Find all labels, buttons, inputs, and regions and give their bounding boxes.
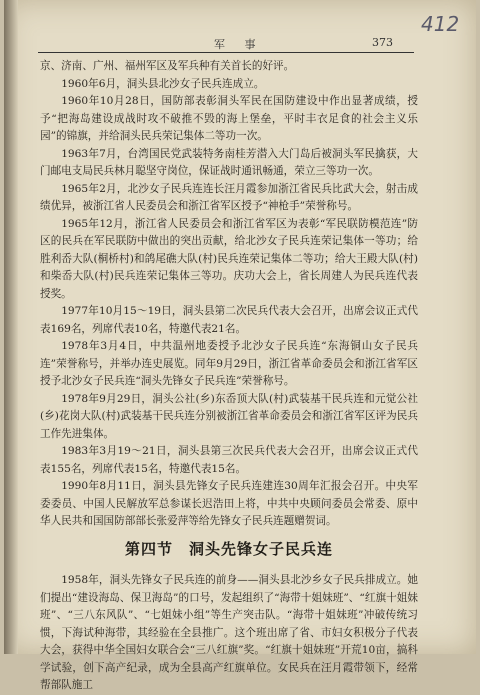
paragraph: 1960年10月28日，国防部表彰洞头军民在国防建设中作出显著成绩，授予“把海岛建设成战时攻不破推不毁的海上堡垒，平时丰衣足食的社会主义乐园”的锦旗，并给洞头民兵荣记集体二等功一次。	[40, 95, 418, 142]
page-number: 373	[372, 36, 393, 49]
paragraph: 1977年10月15～19日，洞头县第二次民兵代表大会召开，出席会议正式代表169名，列席代表10名，特邀代表21名。	[40, 305, 418, 335]
paragraph: 1983年3月19～21日，洞头县第三次民兵代表大会召开，出席会议正式代表155名，列席代表15名，特邀代表15名。	[40, 445, 418, 475]
handwritten-page-number: 412	[421, 12, 460, 36]
header-rule	[38, 52, 414, 53]
paragraph: 1978年9月29日，洞头公社(乡)东岙顶大队(村)武装基干民兵连和元觉公社(乡)花岗大队(村)武装基干民兵连分别被浙江省革命委员会和浙江省军区评为民兵工作先进集体。	[40, 392, 418, 440]
paragraph: 1965年12月，浙江省人民委员会和浙江省军区为表彰“军民联防模范连”防区的民兵在军民联防中做出的突出贡献，给北沙女子民兵连荣记集体一等功；给胜利岙大队(桐桥村)和鸽尾礁大队(村)民兵连荣记集体二等功；给大王殿大队(村)和柴岙大队(村)民兵连荣记集体三等功。庆功大会上，省长周建人为民兵连代表授奖。	[40, 217, 418, 300]
paragraph: 1963年7月，台湾国民党武装特务南桂芳潜入大门岛后被洞头军民擒获，大门邮电支局民兵林月聪坚守岗位，保证战时通讯畅通，荣立三等功一次。	[40, 147, 418, 177]
paragraph: 京、济南、广州、福州军区及军兵种有关首长的好评。	[40, 60, 295, 72]
book-spine-shadow	[4, 0, 18, 654]
running-head: 军 事	[214, 38, 264, 51]
paragraph: 1965年2月，北沙女子民兵连连长汪月霞参加浙江省民兵比武大会，射击成绩优异，被浙江省人民委员会和浙江省军区授予“神枪手”荣誉称号。	[40, 182, 418, 212]
paragraph: 1990年8月11日，洞头县先锋女子民兵连建连30周年汇报会召开。中央军委委员、中国人民解放军总参谋长迟浩田上将，中共中央顾问委员会常委、原中华人民共和国国防部部长张爱萍等给先锋女子民兵连题赠贺词。	[40, 480, 418, 527]
paragraph: 1958年，洞头先锋女子民兵连的前身——洞头县北沙乡女子民兵排成立。她们提出“建设海岛、保卫海岛”的口号，发起组织了“海带十姐妹班”、“红旗十姐妹班”、“三八东风队”、“七姐妹小组”等生产突击队。“海带十姐妹班”冲破传统习惯，下海试种海带，其经验在全县推广。这个班出席了省、市妇女积极分子代表大会，获得中华全国妇女联合会“三八红旗”奖。“红旗十姐妹班”开荒10亩，搞科学试验，创下高产纪录，成为全县高产红旗单位。女民兵在汪月霞带领下，经常帮部队施工	[40, 574, 418, 691]
paragraph: 1978年3月4日，中共温州地委授予北沙女子民兵连“东海铜山女子民兵连”荣誉称号，并举办连史展览。同年9月29日，浙江省革命委员会和浙江省军区授予北沙女子民兵连“洞头先锋女子民兵连”荣誉称号。	[40, 340, 418, 387]
body-text	[40, 58, 418, 695]
section-title: 第四节 洞头先锋女子民兵连	[124, 539, 333, 558]
paragraph: 1960年6月，洞头县北沙女子民兵连成立。	[61, 77, 265, 90]
book-page	[4, 0, 476, 691]
